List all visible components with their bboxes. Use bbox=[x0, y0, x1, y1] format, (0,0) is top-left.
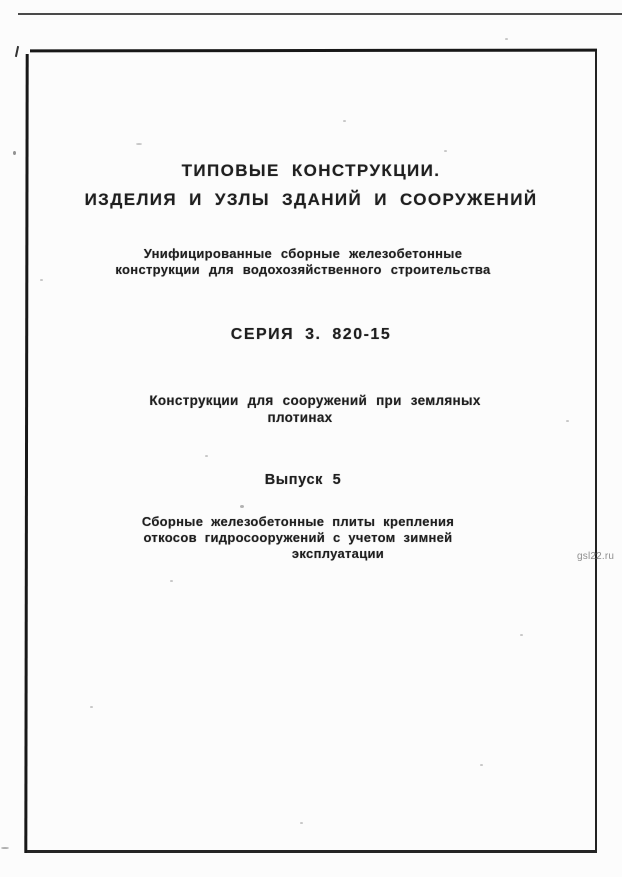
document-description bbox=[13, 514, 583, 562]
scan-speck bbox=[170, 580, 173, 582]
scan-speck bbox=[205, 455, 208, 457]
scan-mark bbox=[15, 46, 19, 57]
section-line-2: плотинах bbox=[267, 409, 333, 425]
scan-speck bbox=[300, 822, 303, 824]
watermark: gsl22.ru bbox=[577, 551, 615, 562]
section-line-1: Конструкции для сооружений при земляных bbox=[149, 393, 481, 408]
section-heading bbox=[30, 393, 600, 426]
scan-speck bbox=[1, 847, 9, 849]
scan-speck bbox=[240, 505, 244, 508]
document-title bbox=[26, 156, 596, 214]
scan-speck bbox=[444, 150, 447, 152]
scan-speck bbox=[136, 143, 142, 145]
description-line-1: Сборные железобетонные плиты крепления bbox=[141, 514, 455, 529]
scan-speck bbox=[480, 764, 483, 766]
title-line-1: ТИПОВЫЕ КОНСТРУКЦИИ. bbox=[181, 161, 441, 180]
frame-border-top bbox=[30, 49, 597, 52]
scan-speck bbox=[520, 634, 523, 636]
scan-edge-line bbox=[18, 13, 622, 15]
frame-border-bottom bbox=[27, 850, 597, 853]
series-number: СЕРИЯ 3. 820-15 bbox=[230, 326, 392, 343]
subtitle-line-2: конструкции для водохозяйственного строительства bbox=[115, 262, 491, 277]
scan-speck bbox=[505, 38, 508, 40]
scan-speck bbox=[343, 120, 346, 122]
scan-speck bbox=[13, 151, 16, 155]
scan-speck bbox=[40, 279, 43, 281]
document-subtitle bbox=[18, 246, 588, 278]
issue-number: Выпуск 5 bbox=[264, 472, 342, 488]
scan-speck bbox=[90, 706, 93, 708]
description-line-3: эксплуатации bbox=[291, 546, 385, 561]
subtitle-line-1: Унифицированные сборные железобетонные bbox=[143, 246, 463, 261]
description-line-2: откосов гидросооружений с учетом зимней bbox=[143, 530, 453, 545]
title-line-2: ИЗДЕЛИЯ И УЗЛЫ ЗДАНИЙ И СООРУЖЕНИЙ bbox=[84, 190, 538, 209]
